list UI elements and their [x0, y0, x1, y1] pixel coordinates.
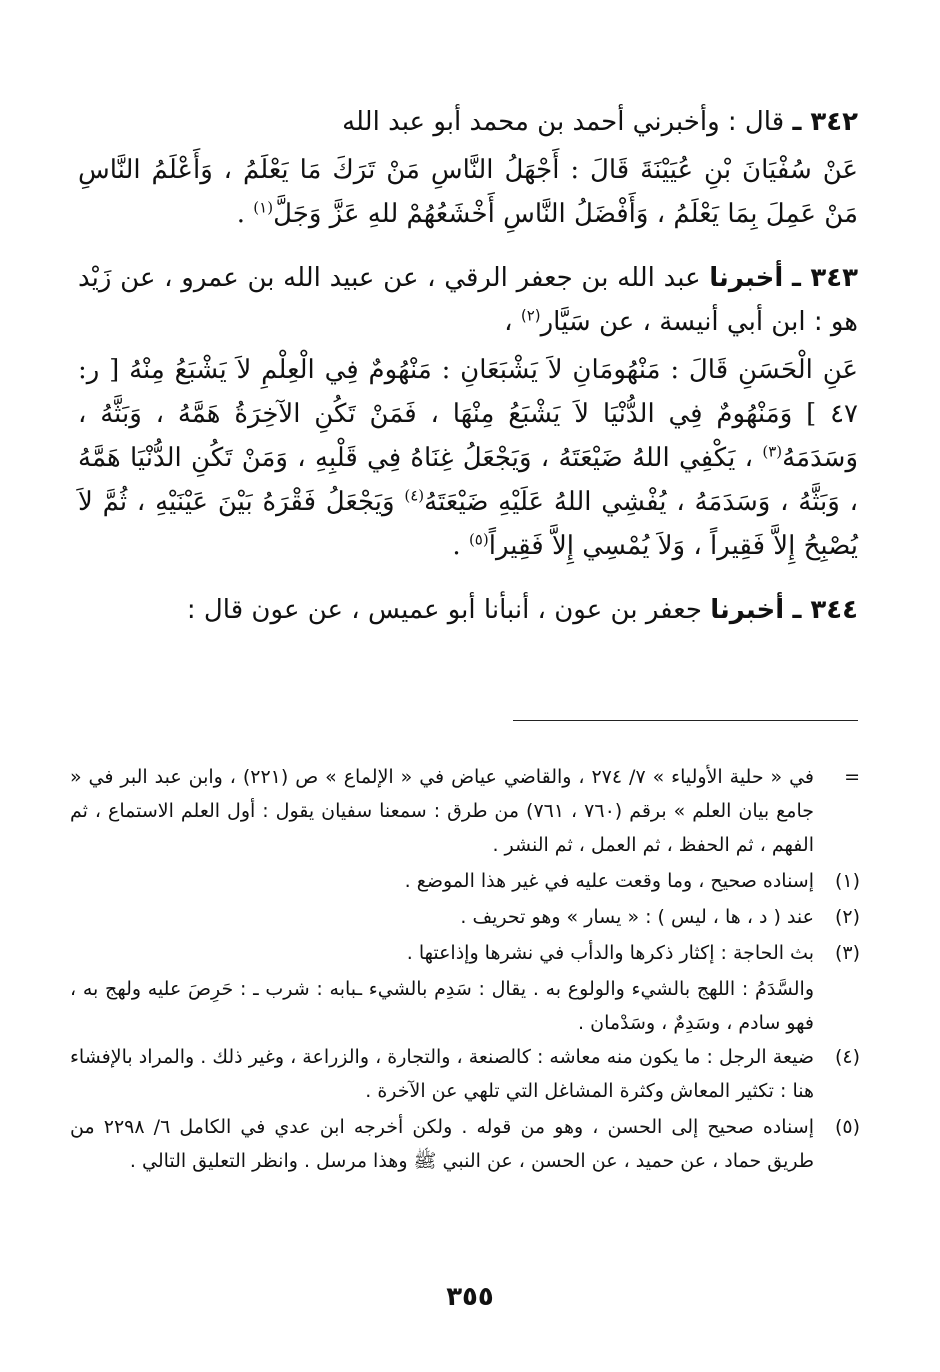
punctuation: . [236, 199, 254, 229]
footnote-4 [70, 1040, 860, 1108]
page-number: ٣٥٥ [446, 1282, 494, 1312]
footnote-continued [70, 760, 860, 862]
isnad-text: جعفر بن عون ، أنبأنا أبو عميس ، عن عون قال : [186, 595, 702, 625]
footnote-marker[interactable]: (٢) [520, 306, 541, 325]
lead-word: أخبرنا [710, 595, 785, 625]
hadith-number: ٣٤٤ ـ [792, 595, 858, 625]
footnote-1 [70, 864, 860, 898]
matn-text: ، يَكْفِي اللهُ ضَيْعَتَهُ ، وَيَجْعَلُ غِنَاهُ فِي قَلْبِهِ ، وَمَنْ تَكُنِ الدُّنْيَا هَمَّهُ ، وَبَثَّهُ ، وَسَدَمَهُ ، يُفْشِي اللهُ عَلَيْهِ ضَيْعَتَهُ [78, 443, 858, 517]
footnote-label: (٥) [834, 1116, 860, 1138]
footnote-label: = [844, 766, 860, 788]
footnote-5 [70, 1110, 860, 1178]
main-text [78, 100, 858, 632]
matn-text: عَنْ سُفْيَانَ بْنِ عُيَيْنَةَ قَالَ : أَجْهَلُ النَّاسِ مَنْ تَرَكَ مَا يَعْلَمُ ، وَأَعْلَمُ النَّاسِ مَنْ عَمِلَ بِمَا يَعْلَمُ ، وَأَفْضَلُ النَّاسِ أَخْشَعُهُمْ للهِ عَزَّ وَجَلَّ [78, 155, 858, 229]
punctuation: ، [504, 307, 521, 337]
matn-text: عَنِ الْحَسَنِ قَالَ : مَنْهُومَانِ لاَ يَشْبَعَانِ : مَنْهُومٌ فِي الْعِلْمِ لاَ يَشْبَعُ مِنْهُ [ ر: ٤٧ ] وَمَنْهُومٌ فِي الدُّنْيَا لاَ يَشْبَعُ مِنْهَا ، فَمَنْ تَكُنِ الآخِرَةُ هَمَّهُ ، وَبَثَّهُ ، وَسَدَمَهُ [78, 355, 858, 473]
hadith-344-isnad [78, 588, 858, 632]
footnote-marker[interactable]: (٥) [468, 530, 489, 549]
matn-text: وَيَجْعَلُ فَقْرَهُ بَيْنَ عَيْنَيْهِ ، ثُمَّ لاَ يُصْبِحُ إِلاَّ فَقِيراً ، وَلاَ يُمْسِي إِلاَّ فَقِيراً [78, 487, 858, 561]
footnote-marker[interactable]: (٤) [404, 486, 425, 505]
footnote-text: في « حلية الأولياء » ٧/ ٢٧٤ ، والقاضي عياض في « الإلماع » ص (٢٢١) ، وابن عبد البر في « جامع بيان العلم » برقم (٧٦٠ ، ٧٦١) من طرق : سمعنا سفيان يقول : أول العلم الاستماع ، ثم الفهم ، ثم الحفظ ، ثم العمل ، ثم النشر . [70, 766, 815, 856]
footnote-text: عند ( د ، ها ، ليس ) : « يسار » وهو تحريف . [460, 906, 814, 928]
footnote-label: (٤) [834, 1046, 860, 1068]
punctuation: . [452, 531, 469, 561]
lead-word: أخبرنا [709, 263, 784, 293]
footnote-text: ضيعة الرجل : ما يكون منه معاشه : كالصنعة ، والتجارة ، والزراعة ، وغير ذلك . والمراد بالإفشاء هنا : تكثير المعاش وكثرة المشاغل التي تلهي عن الآخرة . [70, 1046, 814, 1102]
footnote-separator [513, 720, 858, 721]
hadith-342-isnad [78, 100, 858, 144]
hadith-343-text [78, 348, 858, 568]
hadith-number: ٣٤٢ ـ [792, 107, 858, 137]
footnote-3 [70, 936, 860, 970]
hadith-343-isnad [78, 256, 858, 344]
footnote-text: إسناده صحيح إلى الحسن ، وهو من قوله . ولكن أخرجه ابن عدي في الكامل ٦/ ٢٢٩٨ من طريق حماد ، عن حميد ، عن الحسن ، عن النبي ﷺ وهذا مرسل . وانظر التعليق التالي . [70, 1116, 814, 1172]
footnote-text: إسناده صحيح ، وما وقعت عليه في غير هذا الموضع . [404, 870, 814, 892]
hadith-number: ٣٤٣ ـ [791, 263, 858, 293]
footnote-2 [70, 900, 860, 934]
footnote-marker[interactable]: (٣) [762, 442, 783, 461]
footnotes [70, 760, 860, 1180]
footnote-label: (٢) [834, 906, 860, 928]
footnote-marker[interactable]: (١) [253, 198, 274, 217]
footnote-label: (١) [834, 870, 860, 892]
isnad-text: قال : وأخبرني أحمد بن محمد أبو عبد الله [342, 107, 785, 137]
hadith-342-text [78, 148, 858, 236]
isnad-text: عبد الله بن جعفر الرقي ، عن عبيد الله بن عمرو ، عن زَيْد هو : ابن أبي أنيسة ، عن سَيَّار [78, 263, 858, 337]
footnote-3-continuation: والسَّدَمُ : اللهج بالشيء والولوع به . يقال : سَدِم بالشيء ـبابه : شرب ـ : حَرِصَ عليه ولهج به ، فهو سادم ، وسَدِمٌ ، وسَدْمان . [70, 978, 814, 1034]
footnote-text: بث الحاجة : إكثار ذكرها والدأب في نشرها وإذاعتها . [406, 942, 814, 964]
footnote-label: (٣) [834, 942, 860, 964]
